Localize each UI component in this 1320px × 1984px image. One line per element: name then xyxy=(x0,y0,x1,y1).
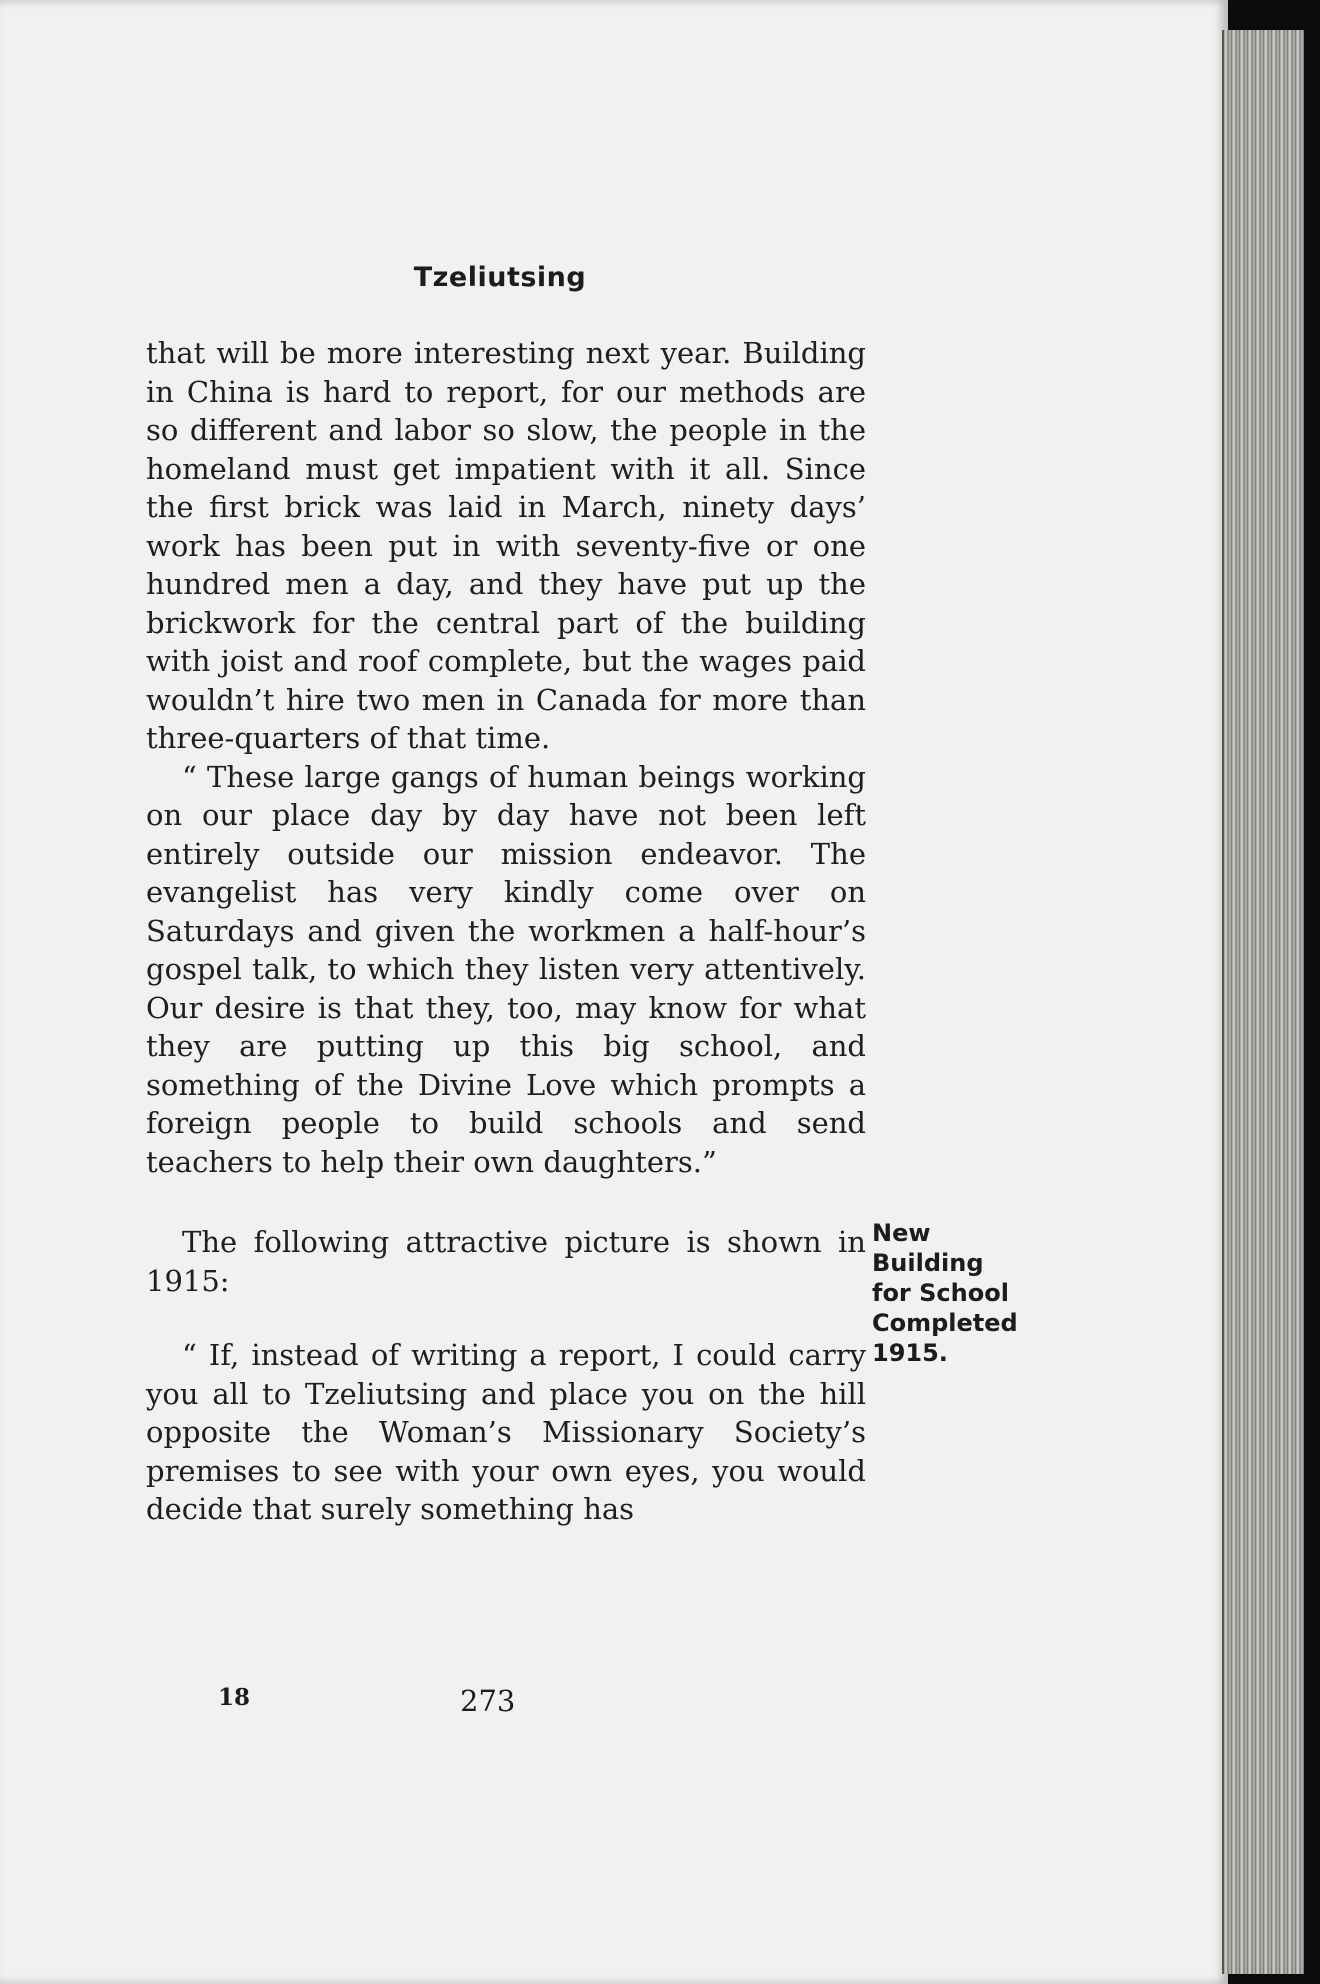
paragraph: “ These large gangs of human beings working on our place day by day have not been left entirely outside our mission endeavor. The evangelist has very kindly come over on Saturdays and given the workmen a half-hour’s gospel talk, to which they listen very attentively. Our desire is that they, too, may know for what they are putting up this big school, and something of the Divine Love which prompts a foreign people to build schools and send teachers to help their own daughters.” xyxy=(146,759,866,1179)
margin-note-line: New xyxy=(872,1219,931,1247)
paragraph: “ If, instead of writing a report, I could carry you all to Tzeliutsing and place you on the hill opposite the Woman’s Missionary Society’s premises to see with your own eyes, you would decide that surely something has xyxy=(146,1338,866,1526)
paragraph: that will be more interesting next year. Building in China is hard to report, for our methods are so different and labor so slow, the people in the homeland must get impatient with it all. Since the first brick was laid in March, ninety days’ work has been put in with seventy-five or one hundred men a day, and they have put up the brickwork for the central part of the building with joist and roof complete, but the wages paid wouldn’t hire two men in Canada for more than three-quarters of that time. xyxy=(146,336,866,755)
page-edges xyxy=(1222,30,1304,1974)
running-head: Tzeliutsing xyxy=(413,262,587,293)
body-text xyxy=(146,334,866,1529)
paragraph: The following attractive picture is shown in 1915: xyxy=(146,1225,866,1298)
margin-note xyxy=(872,1218,1032,1368)
margin-note-line: Completed xyxy=(872,1309,1018,1337)
margin-note-line: 1915. xyxy=(872,1339,948,1367)
margin-note-line: for School xyxy=(872,1279,1009,1307)
page-number: 273 xyxy=(460,1684,516,1718)
margin-note-line: Building xyxy=(872,1249,984,1277)
signature-mark: 18 xyxy=(218,1684,251,1711)
